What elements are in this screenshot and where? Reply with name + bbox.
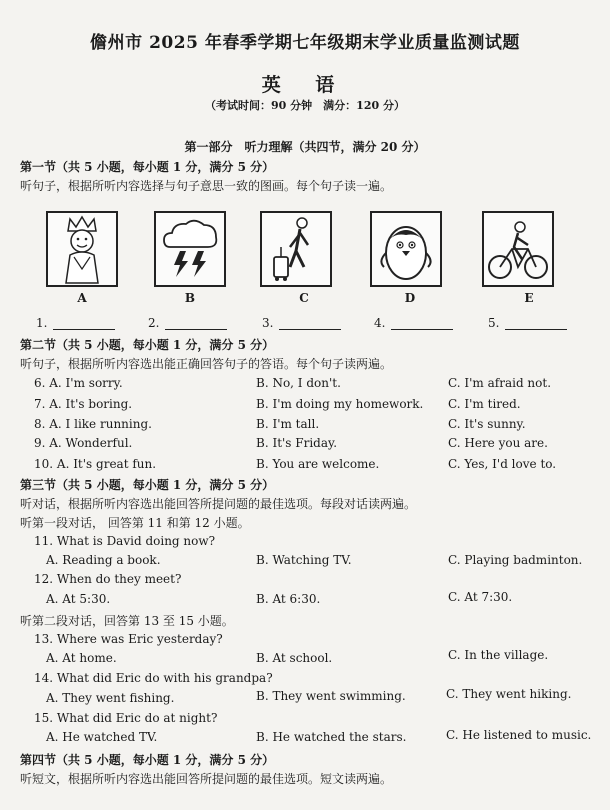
section1-heading: 第一节（共 5 小题，每小题 1 分，满分 5 分） [20, 160, 275, 174]
q14-option-b[interactable]: B. They went swimming. [256, 689, 406, 703]
q8-option-c[interactable]: C. It's sunny. [448, 417, 526, 431]
q10-option-c[interactable]: C. Yes, I'd love to. [448, 457, 557, 471]
cyclist-icon [484, 213, 552, 285]
q13-stem: 13. Where was Eric yesterday? [34, 632, 223, 646]
q7-option-a[interactable]: 7. A. It's boring. [34, 397, 133, 411]
section2-heading: 第二节（共 5 小题，每小题 1 分，满分 5 分） [20, 338, 275, 352]
q13-option-b[interactable]: B. At school. [256, 651, 333, 665]
picture-a-label: A [77, 291, 87, 305]
q8-option-b[interactable]: B. I'm tall. [256, 417, 320, 431]
q12-option-c[interactable]: C. At 7:30. [448, 590, 513, 604]
q8-option-a[interactable]: 8. A. I like running. [34, 417, 152, 431]
thunderstorm-icon [156, 213, 224, 285]
q12-option-b[interactable]: B. At 6:30. [256, 592, 321, 606]
q7-option-c[interactable]: C. I'm tired. [448, 397, 521, 411]
q15-option-c[interactable]: C. He listened to music. [446, 728, 592, 742]
picture-c [260, 211, 332, 287]
q12-stem: 12. When do they meet? [34, 572, 182, 586]
answer-blank-2[interactable]: 2. [148, 316, 227, 330]
q9-option-c[interactable]: C. Here you are. [448, 436, 548, 450]
q13-option-a[interactable]: A. At home. [46, 651, 117, 665]
q12-option-a[interactable]: A. At 5:30. [46, 592, 111, 606]
picture-d-label: D [404, 291, 416, 305]
subject-title: 英 语 [261, 74, 349, 96]
q7-option-b[interactable]: B. I'm doing my homework. [256, 397, 424, 411]
q11-stem: 11. What is David doing now? [34, 534, 216, 548]
q15-stem: 15. What did Eric do at night? [34, 711, 218, 725]
picture-e [482, 211, 554, 287]
q14-stem: 14. What did Eric do with his grandpa? [34, 671, 273, 685]
q13-option-c[interactable]: C. In the village. [448, 648, 549, 662]
answer-blank-1[interactable]: 1. [36, 316, 115, 330]
section4-heading: 第四节（共 5 小题，每小题 1 分，满分 5 分） [20, 753, 275, 767]
section3-heading: 第三节（共 5 小题，每小题 1 分，满分 5 分） [20, 478, 275, 492]
picture-b [154, 211, 226, 287]
section1-instruction: 听句子，根据所听内容选择与句子意思一致的图画。每个句子读一遍。 [20, 179, 393, 193]
q9-option-a[interactable]: 9. A. Wonderful. [34, 436, 133, 450]
q10-option-b[interactable]: B. You are welcome. [256, 457, 380, 471]
q15-option-a[interactable]: A. He watched TV. [46, 730, 158, 744]
section3-instruction: 听对话，根据所听内容选出能回答所提问题的最佳选项。每段对话读两遍。 [20, 497, 417, 511]
q14-option-c[interactable]: C. They went hiking. [446, 687, 572, 701]
q14-option-a[interactable]: A. They went fishing. [46, 691, 175, 705]
q11-option-c[interactable]: C. Playing badminton. [448, 553, 583, 567]
picture-b-label: B [184, 291, 196, 305]
q6-option-a[interactable]: 6. A. I'm sorry. [34, 376, 123, 390]
part1-title: 第一部分 听力理解（共四节，满分 20 分） [184, 140, 426, 154]
traveler-with-suitcase-icon [262, 213, 330, 285]
dialog2-intro: 听第二段对话，回答第 13 至 15 小题。 [20, 614, 234, 628]
penguin-icon [372, 213, 440, 285]
section2-instruction: 听句子，根据所听内容选出能正确回答句子的答语。每个句子读两遍。 [20, 357, 393, 371]
q10-option-a[interactable]: 10. A. It's great fun. [34, 457, 157, 471]
dialog1-intro: 听第一段对话， 回答第 11 和第 12 小题。 [20, 516, 250, 530]
q6-option-b[interactable]: B. No, I don't. [256, 376, 341, 390]
q9-option-b[interactable]: B. It's Friday. [256, 436, 338, 450]
exam-info: （考试时间：90 分钟 满分：120 分） [205, 99, 405, 112]
picture-c-label: C [299, 291, 309, 305]
q6-option-c[interactable]: C. I'm afraid not. [448, 376, 552, 390]
section4-instruction: 听短文，根据所听内容选出能回答所提问题的最佳选项。短文读两遍。 [20, 772, 393, 786]
answer-blank-3[interactable]: 3. [262, 316, 341, 330]
picture-e-label: E [524, 291, 534, 305]
q15-option-b[interactable]: B. He watched the stars. [256, 730, 407, 744]
answer-blank-5[interactable]: 5. [488, 316, 567, 330]
answer-blank-4[interactable]: 4. [374, 316, 453, 330]
picture-d [370, 211, 442, 287]
picture-a [46, 211, 118, 287]
q11-option-a[interactable]: A. Reading a book. [46, 553, 161, 567]
q11-option-b[interactable]: B. Watching TV. [256, 553, 352, 567]
exam-title: 儋州市 2025 年春季学期七年级期末学业质量监测试题 [90, 33, 520, 53]
king-icon [48, 213, 116, 285]
